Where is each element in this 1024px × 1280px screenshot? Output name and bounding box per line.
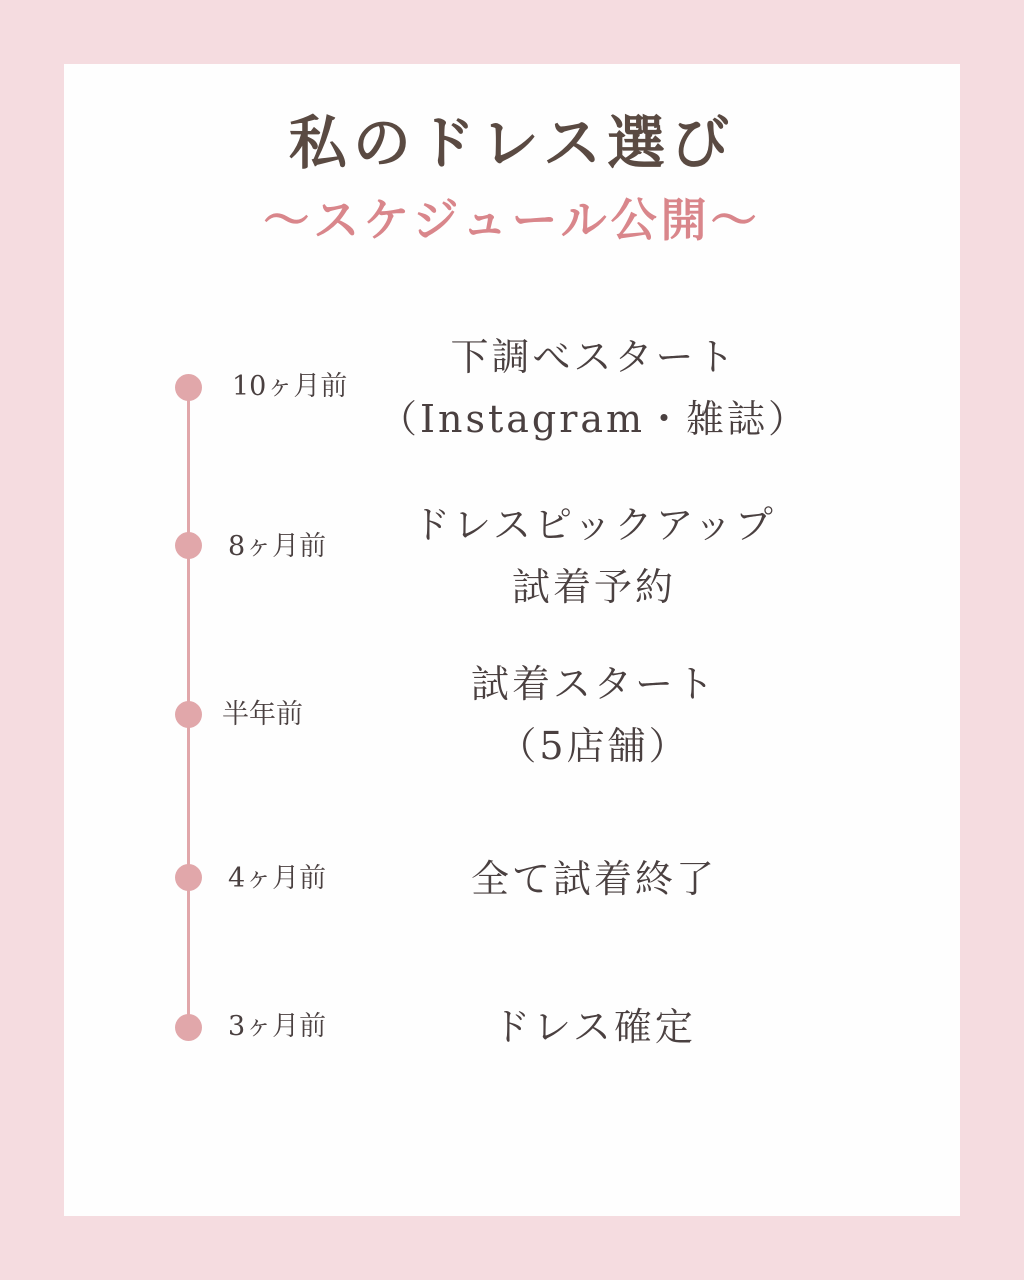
timeline-event-2-line-2: 試着予約 [511,565,676,609]
timeline-when-4: 4ヶ月前 [228,863,327,894]
timeline-event-4-line-1: 全て試着終了 [470,857,717,901]
timeline-when-2: 8ヶ月前 [228,531,327,562]
page-title: 私のドレス選び [288,109,736,177]
timeline-event-4 [364,848,824,910]
timeline-when-1: 10ヶ月前 [232,371,348,402]
timeline-dot-3 [175,701,202,728]
timeline-event-5-line-1: ドレス確定 [492,1005,696,1049]
timeline-event-5 [364,996,824,1058]
timeline-event-1 [364,326,824,450]
timeline-event-3-line-1: 試着スタート [470,662,717,706]
timeline-dot-2 [175,532,202,559]
timeline-event-3 [364,653,824,777]
timeline-event-2 [364,494,824,618]
timeline-event-2-line-1: ドレスピックアップ [412,503,776,547]
content-card [64,64,960,1216]
timeline-dot-1 [175,374,202,401]
timeline-when-3: 半年前 [222,699,303,730]
timeline-event-1-line-1: 下調べスタート [450,335,738,379]
timeline-dot-5 [175,1014,202,1041]
timeline-dot-4 [175,864,202,891]
timeline-event-3-line-2: （5店舗） [498,724,690,768]
page-subtitle: 〜スケジュール公開〜 [263,193,761,247]
timeline-when-5: 3ヶ月前 [228,1011,327,1042]
timeline-event-1-line-2: （Instagram・雑誌） [378,397,810,441]
